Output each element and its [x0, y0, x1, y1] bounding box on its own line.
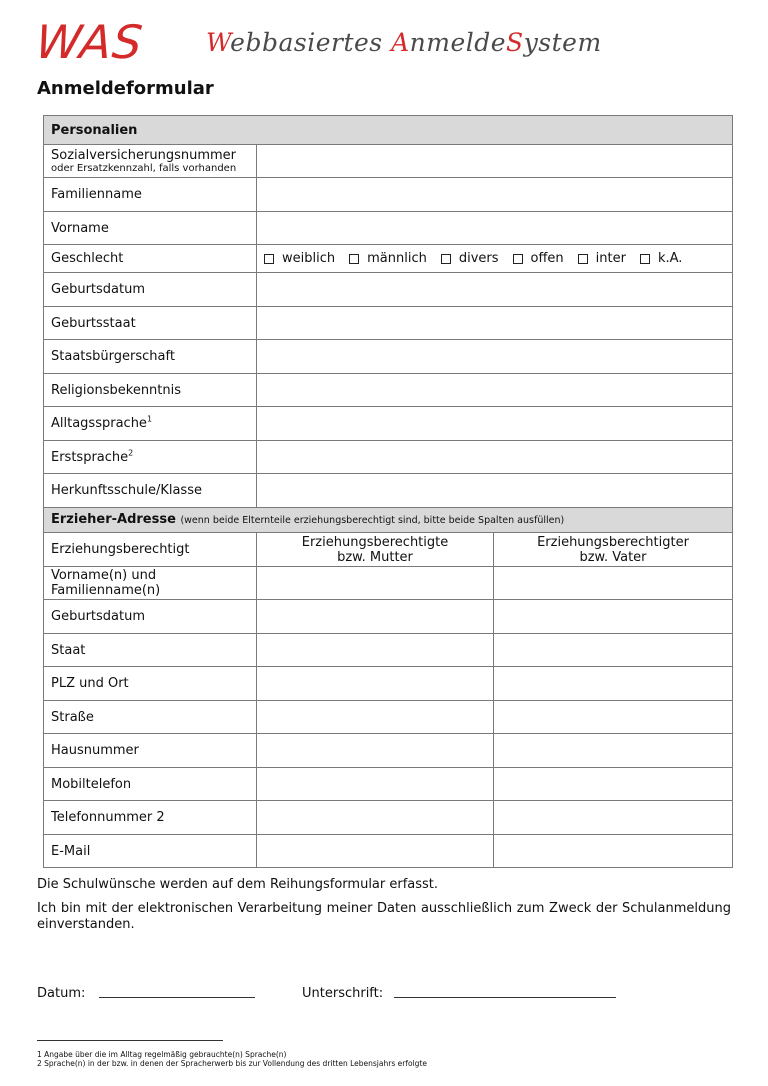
plz-ort-field-mutter[interactable]	[257, 667, 494, 701]
vorname-label: Vorname	[44, 212, 257, 245]
mobiltelefon-field-mutter[interactable]	[257, 768, 494, 801]
row-telefon2	[44, 801, 733, 835]
column-header-mutter: Erziehungsberechtigte bzw. Mutter	[257, 533, 494, 567]
geschlecht-options	[257, 245, 733, 273]
row-plz-ort	[44, 667, 733, 701]
checkbox-icon[interactable]	[264, 254, 274, 264]
logo-mark: WAS	[33, 15, 146, 69]
checkbox-inter[interactable]: inter	[578, 251, 626, 266]
telefon2-field-vater[interactable]	[494, 801, 733, 835]
name-label: Vorname(n) und Familienname(n)	[44, 567, 257, 600]
row-email	[44, 835, 733, 868]
strasse-label: Straße	[44, 701, 257, 734]
email-label: E-Mail	[44, 835, 257, 868]
row-svnr	[44, 145, 733, 178]
svnr-label: Sozialversicherungsnummer oder Ersatzkennzahl, falls vorhanden	[44, 145, 257, 178]
svnr-sublabel: oder Ersatzkennzahl, falls vorhanden	[51, 162, 237, 174]
geburtsstaat-field[interactable]	[257, 307, 733, 340]
row-erziehungsberechtigt	[44, 533, 733, 567]
name-field-mutter[interactable]	[257, 567, 494, 600]
herkunftsschule-field[interactable]	[257, 474, 733, 508]
row-name	[44, 567, 733, 600]
telefon2-label: Telefonnummer 2	[44, 801, 257, 835]
row-geburtsstaat	[44, 307, 733, 340]
checkbox-maennlich[interactable]: männlich	[349, 251, 427, 266]
row-erstsprache	[44, 441, 733, 474]
erstsprache-field[interactable]	[257, 441, 733, 474]
row-staatsbuergerschaft	[44, 340, 733, 374]
familienname-label: Familienname	[44, 178, 257, 212]
checkbox-icon[interactable]	[349, 254, 359, 264]
row-hausnummer	[44, 734, 733, 768]
date-label: Datum:	[37, 986, 86, 1001]
footnote-2: 2 Sprache(n) in der bzw. in denen der Spracherwerb bis zur Vollendung des dritten Lebensjahrs erfolgte	[37, 1059, 427, 1068]
alltagssprache-label: Alltagssprache$^1$	[44, 407, 257, 441]
footnote-1: 1 Angabe über die im Alltag regelmäßig gebrauchte(n) Sprache(n)	[37, 1050, 287, 1059]
plz-ort-field-vater[interactable]	[494, 667, 733, 701]
vorname-field[interactable]	[257, 212, 733, 245]
hausnummer-field-vater[interactable]	[494, 734, 733, 768]
plz-ort-label: PLZ und Ort	[44, 667, 257, 701]
checkbox-weiblich[interactable]: weiblich	[264, 251, 335, 266]
row-vorname	[44, 212, 733, 245]
e-geburtsdatum-label: Geburtsdatum	[44, 600, 257, 634]
telefon2-field-mutter[interactable]	[257, 801, 494, 835]
geburtsstaat-label: Geburtsstaat	[44, 307, 257, 340]
checkbox-divers[interactable]: divers	[441, 251, 499, 266]
footnote-divider	[37, 1040, 223, 1041]
checkbox-icon[interactable]	[640, 254, 650, 264]
strasse-field-vater[interactable]	[494, 701, 733, 734]
row-herkunftsschule	[44, 474, 733, 508]
erstsprache-label: Erstsprache$^2$	[44, 441, 257, 474]
footnote-marker-1: 1	[146, 414, 153, 424]
checkbox-offen[interactable]: offen	[513, 251, 564, 266]
row-staat	[44, 634, 733, 667]
staat-field-vater[interactable]	[494, 634, 733, 667]
staatsbuergerschaft-label: Staatsbürgerschaft	[44, 340, 257, 374]
checkbox-icon[interactable]	[578, 254, 588, 264]
row-alltagssprache	[44, 407, 733, 441]
name-field-vater[interactable]	[494, 567, 733, 600]
note-schulwuensche: Die Schulwünsche werden auf dem Reihungsformular erfasst.	[37, 877, 439, 892]
hausnummer-label: Hausnummer	[44, 734, 257, 768]
footnote-marker-2: 2	[128, 448, 134, 458]
staat-label: Staat	[44, 634, 257, 667]
row-mobiltelefon	[44, 768, 733, 801]
staat-field-mutter[interactable]	[257, 634, 494, 667]
strasse-field-mutter[interactable]	[257, 701, 494, 734]
email-field-mutter[interactable]	[257, 835, 494, 868]
section-header-personalien: Personalien	[44, 116, 733, 145]
page-title: Anmeldeformular	[37, 78, 214, 99]
religion-label: Religionsbekenntnis	[44, 374, 257, 407]
checkbox-icon[interactable]	[441, 254, 451, 264]
alltagssprache-field[interactable]	[257, 407, 733, 441]
row-e-geburtsdatum	[44, 600, 733, 634]
column-header-vater: Erziehungsberechtigter bzw. Vater	[494, 533, 733, 567]
hausnummer-field-mutter[interactable]	[257, 734, 494, 768]
e-geburtsdatum-field-mutter[interactable]	[257, 600, 494, 634]
geburtsdatum-field[interactable]	[257, 273, 733, 307]
signature-line[interactable]	[394, 997, 616, 998]
email-field-vater[interactable]	[494, 835, 733, 868]
row-strasse	[44, 701, 733, 734]
logo-subtitle: Webbasiertes AnmeldeSystem	[206, 28, 602, 57]
svnr-field[interactable]	[257, 145, 733, 178]
erzieher-header-note: (wenn beide Elternteile erziehungsberechtigt sind, bitte beide Spalten ausfüllen)	[180, 515, 565, 526]
row-geburtsdatum	[44, 273, 733, 307]
mobiltelefon-field-vater[interactable]	[494, 768, 733, 801]
checkbox-ka[interactable]: k.A.	[640, 251, 682, 266]
erziehungsberechtigt-label: Erziehungsberechtigt	[44, 533, 257, 567]
row-religion	[44, 374, 733, 407]
signature-label: Unterschrift:	[302, 986, 384, 1001]
herkunftsschule-label: Herkunftsschule/Klasse	[44, 474, 257, 508]
date-line[interactable]	[99, 997, 255, 998]
row-geschlecht	[44, 245, 733, 273]
e-geburtsdatum-field-vater[interactable]	[494, 600, 733, 634]
religion-field[interactable]	[257, 374, 733, 407]
geburtsdatum-label: Geburtsdatum	[44, 273, 257, 307]
registration-form-table	[43, 115, 733, 868]
checkbox-icon[interactable]	[513, 254, 523, 264]
staatsbuergerschaft-field[interactable]	[257, 340, 733, 374]
mobiltelefon-label: Mobiltelefon	[44, 768, 257, 801]
note-einverstaendnis: Ich bin mit der elektronischen Verarbeitung meiner Daten ausschließlich zum Zweck der Schulanmeldung einverstanden.	[37, 901, 731, 932]
section-header-erzieher: Erzieher-Adresse (wenn beide Elternteile erziehungsberechtigt sind, bitte beide Spalten ausfüllen)	[44, 508, 733, 533]
row-familienname	[44, 178, 733, 212]
geschlecht-label: Geschlecht	[44, 245, 257, 273]
logo	[33, 14, 736, 70]
familienname-field[interactable]	[257, 178, 733, 212]
